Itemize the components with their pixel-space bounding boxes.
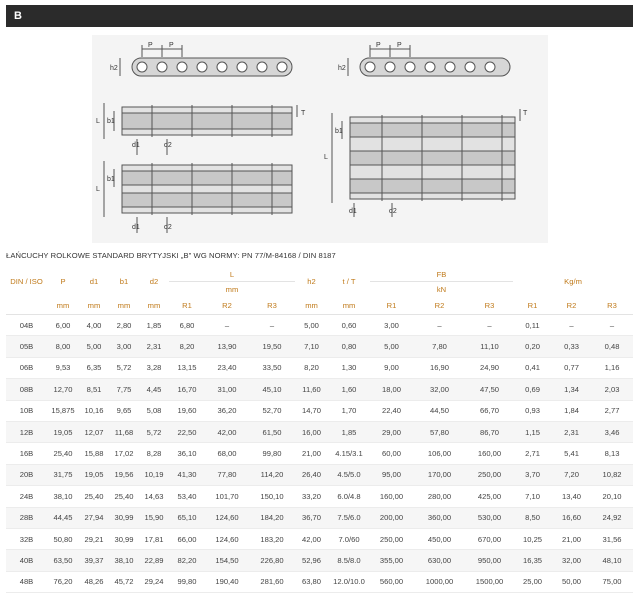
unit-cell: mm — [47, 296, 79, 315]
table-cell: 2,31 — [552, 421, 591, 442]
col-b1: b1 — [119, 277, 129, 286]
unit-cell: R2 — [413, 296, 466, 315]
table-cell: 16,60 — [552, 507, 591, 528]
table-cell: 1,15 — [513, 421, 552, 442]
table-cell: – — [205, 315, 249, 336]
table-cell: 61,50 — [249, 421, 295, 442]
table-row — [6, 486, 633, 507]
table-cell: 57,80 — [413, 421, 466, 442]
table-cell: 29,00 — [370, 421, 413, 442]
pitch-label-3: P — [376, 42, 381, 49]
b1-label-3: b1 — [335, 128, 343, 135]
table-cell: 38,10 — [109, 550, 139, 571]
table-cell: 77,80 — [205, 464, 249, 485]
chain-technical-drawing — [92, 35, 548, 243]
table-row — [6, 528, 633, 549]
d2-label-1: d2 — [164, 142, 172, 149]
table-cell: 25,00 — [513, 571, 552, 592]
unit-cell: mm — [139, 296, 169, 315]
table-cell: 29,24 — [139, 571, 169, 592]
table-cell: 17,81 — [139, 528, 169, 549]
table-cell: 11,68 — [109, 421, 139, 442]
table-cell: 10,82 — [591, 464, 633, 485]
table-cell: 4.15/3.1 — [328, 443, 370, 464]
table-cell: 4,45 — [139, 379, 169, 400]
table-cell: 6,80 — [169, 315, 205, 336]
table-cell: 0,93 — [513, 400, 552, 421]
table-cell: 630,00 — [413, 550, 466, 571]
table-cell: 160,00 — [466, 443, 513, 464]
pitch-label-4: P — [397, 42, 402, 49]
col-din-iso: DIN / ISO — [10, 277, 43, 286]
table-cell: 86,70 — [466, 421, 513, 442]
side-view-left — [120, 45, 292, 76]
table-cell: 19,05 — [47, 421, 79, 442]
triple-strand-view — [332, 109, 520, 217]
table-cell: 4,00 — [79, 315, 109, 336]
h2-label-left: h2 — [110, 65, 118, 72]
table-cell: 52,70 — [249, 400, 295, 421]
table-cell: 32,00 — [413, 379, 466, 400]
table-cell: 184,20 — [249, 507, 295, 528]
table-cell: 5,00 — [295, 315, 328, 336]
table-cell: 52,96 — [295, 550, 328, 571]
table-cell: 3,46 — [591, 421, 633, 442]
table-cell: – — [249, 315, 295, 336]
unit-cell: mm — [295, 296, 328, 315]
table-cell: 33,20 — [295, 486, 328, 507]
table-cell: 0,60 — [328, 315, 370, 336]
table-cell: 7.0/60 — [328, 528, 370, 549]
col-p: P — [60, 277, 66, 286]
col-group-fb: FB — [370, 267, 513, 282]
table-cell: 2,03 — [591, 379, 633, 400]
table-cell: 5,41 — [552, 443, 591, 464]
table-cell: 19,05 — [79, 464, 109, 485]
table-cell: 1,34 — [552, 379, 591, 400]
table-row — [6, 400, 633, 421]
table-cell: 25,40 — [47, 443, 79, 464]
table-cell: 530,00 — [466, 507, 513, 528]
table-cell: 3,00 — [109, 336, 139, 357]
section-label: B — [14, 10, 22, 22]
table-cell: 12,07 — [79, 421, 109, 442]
table-cell: 7.5/6.0 — [328, 507, 370, 528]
table-cell: 12.0/10.0 — [328, 571, 370, 592]
table-cell: 0,33 — [552, 336, 591, 357]
table-cell: 17,02 — [109, 443, 139, 464]
table-cell: 7,10 — [295, 336, 328, 357]
table-cell: 60,00 — [370, 443, 413, 464]
table-cell: 32,00 — [552, 550, 591, 571]
table-cell: 250,00 — [466, 464, 513, 485]
chain-code-cell: 06B — [6, 357, 47, 378]
table-cell: 7,20 — [552, 464, 591, 485]
table-cell: 16,70 — [169, 379, 205, 400]
table-row — [6, 571, 633, 592]
table-cell: 15,88 — [79, 443, 109, 464]
table-row — [6, 550, 633, 571]
table-cell: 14,70 — [295, 400, 328, 421]
table-cell: 22,40 — [370, 400, 413, 421]
side-view-right — [348, 45, 510, 76]
table-cell: 9,65 — [109, 400, 139, 421]
table-cell: 8,51 — [79, 379, 109, 400]
table-cell: 0,48 — [591, 336, 633, 357]
table-cell: 154,50 — [205, 550, 249, 571]
table-cell: 36,70 — [295, 507, 328, 528]
table-cell: 15,875 — [47, 400, 79, 421]
unit-cell: R2 — [205, 296, 249, 315]
unit-cell: R1 — [513, 296, 552, 315]
table-row — [6, 443, 633, 464]
table-cell: 170,00 — [413, 464, 466, 485]
table-cell: 26,40 — [295, 464, 328, 485]
table-cell: 2,77 — [591, 400, 633, 421]
col-group-l: L — [169, 267, 295, 282]
table-cell: 280,00 — [413, 486, 466, 507]
table-cell: – — [552, 315, 591, 336]
table-cell: 150,10 — [249, 486, 295, 507]
table-cell: 16,35 — [513, 550, 552, 571]
table-cell: 12,70 — [47, 379, 79, 400]
table-cell: 9,00 — [370, 357, 413, 378]
unit-cell: R3 — [466, 296, 513, 315]
table-cell: 48,10 — [591, 550, 633, 571]
table-cell: 13,40 — [552, 486, 591, 507]
l-label-2: L — [96, 186, 100, 193]
table-cell: 360,00 — [413, 507, 466, 528]
table-cell: 7,10 — [513, 486, 552, 507]
table-cell: 14,63 — [139, 486, 169, 507]
table-cell: 281,60 — [249, 571, 295, 592]
chain-code-cell: 28B — [6, 507, 47, 528]
table-cell: 25,40 — [109, 486, 139, 507]
table-cell: 36,10 — [169, 443, 205, 464]
table-cell: 0,11 — [513, 315, 552, 336]
table-cell: 16,00 — [295, 421, 328, 442]
table-cell: 7,80 — [413, 336, 466, 357]
table-cell: 41,30 — [169, 464, 205, 485]
table-cell: 0,20 — [513, 336, 552, 357]
table-cell: 5,72 — [109, 357, 139, 378]
t-label-2: T — [523, 110, 528, 117]
table-cell: 39,37 — [79, 550, 109, 571]
table-cell: 25,40 — [79, 486, 109, 507]
table-cell: 10,16 — [79, 400, 109, 421]
unit-cell: R3 — [591, 296, 633, 315]
table-row — [6, 421, 633, 442]
table-cell: 114,20 — [249, 464, 295, 485]
table-cell: 8,13 — [591, 443, 633, 464]
table-cell: 36,20 — [205, 400, 249, 421]
table-cell: 1,84 — [552, 400, 591, 421]
table-cell: 24,90 — [466, 357, 513, 378]
table-cell: 0,41 — [513, 357, 552, 378]
d2-label-2: d2 — [164, 224, 172, 231]
chain-code-cell: 16B — [6, 443, 47, 464]
table-cell: 6.0/4.8 — [328, 486, 370, 507]
table-cell: 183,20 — [249, 528, 295, 549]
table-cell: 2,71 — [513, 443, 552, 464]
pitch-label-2: P — [169, 42, 174, 49]
table-cell: 450,00 — [413, 528, 466, 549]
table-cell: 5,72 — [139, 421, 169, 442]
chain-code-cell: 40B — [6, 550, 47, 571]
table-cell: 950,00 — [466, 550, 513, 571]
chain-code-cell: 24B — [6, 486, 47, 507]
unit-row — [6, 296, 633, 315]
unit-cell: R1 — [370, 296, 413, 315]
t-label-1: T — [301, 110, 306, 117]
table-caption: ŁAŃCUCHY ROLKOWE STANDARD BRYTYJSKI „B” WG NORMY: PN 77/M-84168 / DIN 8187 — [6, 251, 336, 260]
table-cell: 44,45 — [47, 507, 79, 528]
chain-spec-table — [6, 267, 633, 593]
chain-code-cell: 12B — [6, 421, 47, 442]
col-group-l-unit: mm — [225, 284, 239, 294]
table-cell: 160,00 — [370, 486, 413, 507]
table-cell: 8,20 — [295, 357, 328, 378]
table-cell: 33,50 — [249, 357, 295, 378]
table-cell: 31,00 — [205, 379, 249, 400]
table-cell: 44,50 — [413, 400, 466, 421]
chain-code-cell: 08B — [6, 379, 47, 400]
table-cell: 42,00 — [295, 528, 328, 549]
table-cell: 10,25 — [513, 528, 552, 549]
table-cell: 190,40 — [205, 571, 249, 592]
table-cell: 0,80 — [328, 336, 370, 357]
unit-cell: R2 — [552, 296, 591, 315]
unit-cell: mm — [328, 296, 370, 315]
unit-cell: mm — [109, 296, 139, 315]
table-cell: 15,90 — [139, 507, 169, 528]
table-cell: 13,15 — [169, 357, 205, 378]
table-row — [6, 379, 633, 400]
table-cell: 226,80 — [249, 550, 295, 571]
pitch-label-1: P — [148, 42, 153, 49]
table-cell: 68,00 — [205, 443, 249, 464]
table-cell: 22,50 — [169, 421, 205, 442]
table-cell: 11,60 — [295, 379, 328, 400]
table-cell: 1000,00 — [413, 571, 466, 592]
table-cell: 124,60 — [205, 507, 249, 528]
table-cell: 8,20 — [169, 336, 205, 357]
d1-label-1: d1 — [132, 142, 140, 149]
table-cell: 21,00 — [295, 443, 328, 464]
table-cell: – — [466, 315, 513, 336]
d1-label-2: d1 — [132, 224, 140, 231]
l-label-3: L — [324, 154, 328, 161]
table-cell: 10,19 — [139, 464, 169, 485]
table-cell: 42,00 — [205, 421, 249, 442]
spec-table-body — [6, 315, 633, 593]
table-cell: 19,50 — [249, 336, 295, 357]
table-cell: 1500,00 — [466, 571, 513, 592]
table-cell: 50,80 — [47, 528, 79, 549]
table-cell: 9,53 — [47, 357, 79, 378]
table-cell: – — [413, 315, 466, 336]
table-cell: 670,00 — [466, 528, 513, 549]
table-row — [6, 315, 633, 336]
table-cell: 63,80 — [295, 571, 328, 592]
table-cell: 53,40 — [169, 486, 205, 507]
table-cell: 66,00 — [169, 528, 205, 549]
chain-code-cell: 32B — [6, 528, 47, 549]
unit-cell: R1 — [169, 296, 205, 315]
table-cell: 63,50 — [47, 550, 79, 571]
table-cell: 3,28 — [139, 357, 169, 378]
chain-code-cell: 04B — [6, 315, 47, 336]
table-cell: 75,00 — [591, 571, 633, 592]
d1-label-3: d1 — [349, 208, 357, 215]
double-strand-view — [104, 161, 292, 233]
table-cell: 425,00 — [466, 486, 513, 507]
b1-label-1: b1 — [107, 118, 115, 125]
table-cell: 45,10 — [249, 379, 295, 400]
table-cell: 250,00 — [370, 528, 413, 549]
table-row — [6, 464, 633, 485]
table-cell: 30,99 — [109, 528, 139, 549]
col-t: t / T — [342, 277, 356, 286]
table-cell: 82,20 — [169, 550, 205, 571]
table-cell: 50,00 — [552, 571, 591, 592]
table-cell: 31,56 — [591, 528, 633, 549]
table-cell: 1,60 — [328, 379, 370, 400]
table-cell: 76,20 — [47, 571, 79, 592]
table-cell: 560,00 — [370, 571, 413, 592]
table-row — [6, 357, 633, 378]
table-cell: 7,75 — [109, 379, 139, 400]
table-cell: 23,40 — [205, 357, 249, 378]
table-cell: 20,10 — [591, 486, 633, 507]
table-cell: 6,00 — [47, 315, 79, 336]
table-cell: 1,70 — [328, 400, 370, 421]
table-cell: 8.5/8.0 — [328, 550, 370, 571]
table-cell: 200,00 — [370, 507, 413, 528]
chain-code-cell: 48B — [6, 571, 47, 592]
table-cell: 48,26 — [79, 571, 109, 592]
table-cell: 1,30 — [328, 357, 370, 378]
table-cell: 99,80 — [169, 571, 205, 592]
chain-code-cell: 20B — [6, 464, 47, 485]
table-cell: 5,00 — [79, 336, 109, 357]
col-group-fb-unit: kN — [436, 284, 447, 294]
table-cell: 13,90 — [205, 336, 249, 357]
table-cell: 19,60 — [169, 400, 205, 421]
col-d2: d2 — [149, 277, 159, 286]
table-cell: 5,00 — [370, 336, 413, 357]
col-d1: d1 — [89, 277, 99, 286]
table-cell: 16,90 — [413, 357, 466, 378]
table-cell: 5,08 — [139, 400, 169, 421]
table-cell: 106,00 — [413, 443, 466, 464]
section-header-bar — [6, 5, 633, 27]
table-cell: 11,10 — [466, 336, 513, 357]
table-cell: 21,00 — [552, 528, 591, 549]
table-cell: 1,85 — [328, 421, 370, 442]
table-cell: 19,56 — [109, 464, 139, 485]
table-cell: 0,77 — [552, 357, 591, 378]
table-cell: 355,00 — [370, 550, 413, 571]
chain-code-cell: 10B — [6, 400, 47, 421]
table-cell: 0,69 — [513, 379, 552, 400]
table-cell: 6,35 — [79, 357, 109, 378]
table-cell: 66,70 — [466, 400, 513, 421]
col-h2: h2 — [307, 277, 316, 286]
table-cell: 30,99 — [109, 507, 139, 528]
table-cell: 18,00 — [370, 379, 413, 400]
col-group-kg: Kg/m — [564, 277, 582, 286]
table-cell: 3,00 — [370, 315, 413, 336]
table-row — [6, 336, 633, 357]
table-cell: 22,89 — [139, 550, 169, 571]
d2-label-3: d2 — [389, 208, 397, 215]
table-cell: 8,00 — [47, 336, 79, 357]
unit-cell: R3 — [249, 296, 295, 315]
table-cell: 45,72 — [109, 571, 139, 592]
table-cell: 65,10 — [169, 507, 205, 528]
table-cell: 3,70 — [513, 464, 552, 485]
table-cell: 124,60 — [205, 528, 249, 549]
chain-code-cell: 05B — [6, 336, 47, 357]
table-cell: 47,50 — [466, 379, 513, 400]
unit-cell: mm — [79, 296, 109, 315]
table-cell: 99,80 — [249, 443, 295, 464]
table-cell: 38,10 — [47, 486, 79, 507]
table-cell: – — [591, 315, 633, 336]
table-cell: 95,00 — [370, 464, 413, 485]
table-cell: 101,70 — [205, 486, 249, 507]
table-cell: 31,75 — [47, 464, 79, 485]
table-cell: 24,92 — [591, 507, 633, 528]
l-label-1: L — [96, 118, 100, 125]
table-cell: 2,31 — [139, 336, 169, 357]
table-cell: 8,50 — [513, 507, 552, 528]
table-cell: 1,16 — [591, 357, 633, 378]
table-row — [6, 507, 633, 528]
table-cell: 27,94 — [79, 507, 109, 528]
b1-label-2: b1 — [107, 176, 115, 183]
table-cell: 29,21 — [79, 528, 109, 549]
h2-label-right: h2 — [338, 65, 346, 72]
table-cell: 8,28 — [139, 443, 169, 464]
table-cell: 2,80 — [109, 315, 139, 336]
table-cell: 1,85 — [139, 315, 169, 336]
table-cell: 4.5/5.0 — [328, 464, 370, 485]
